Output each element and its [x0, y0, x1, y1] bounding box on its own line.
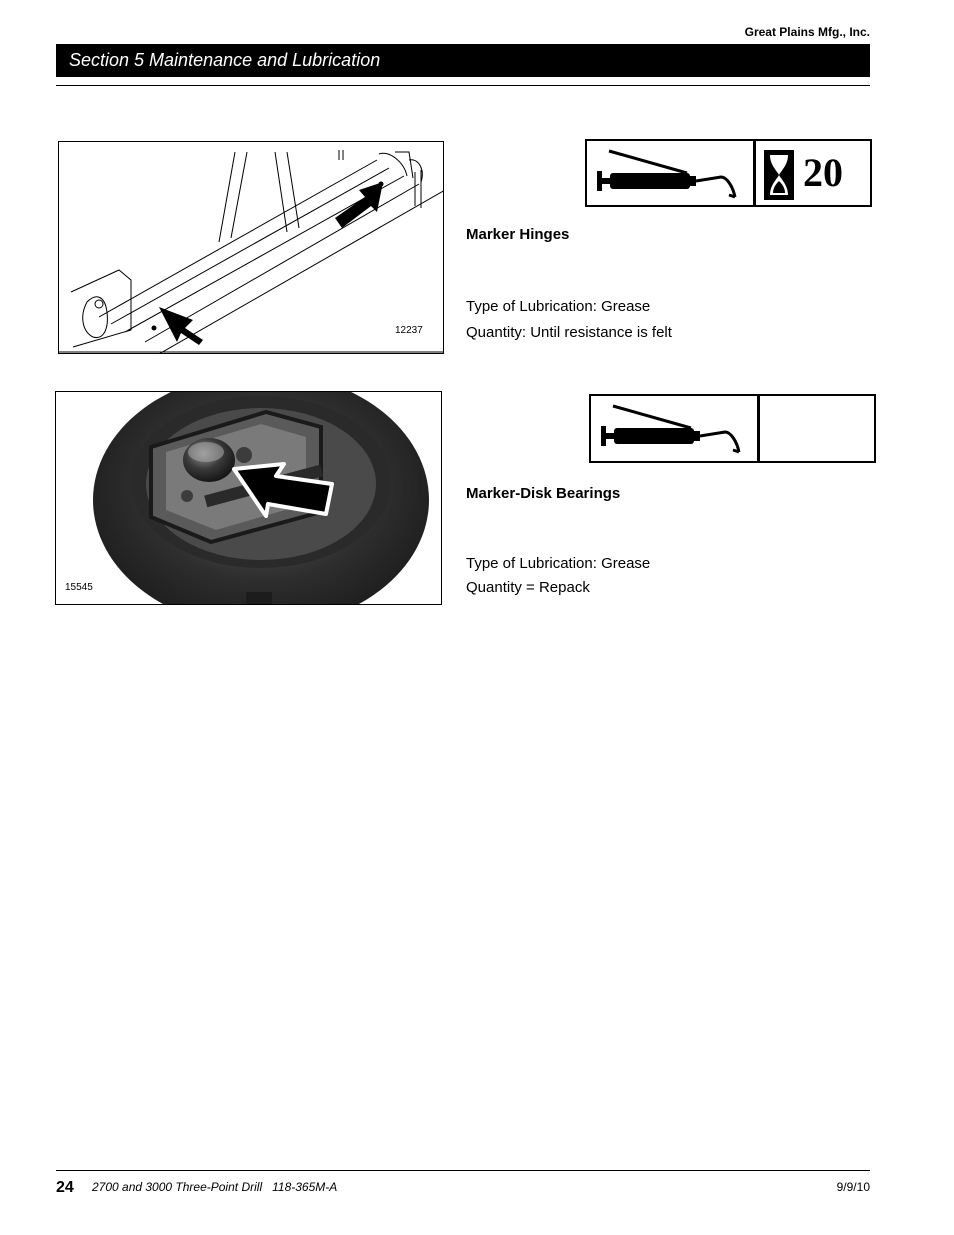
lubrication-quantity: Quantity = Repack [466, 579, 590, 596]
grease-gun-icon [593, 147, 749, 201]
item-title: Marker-Disk Bearings [466, 485, 621, 502]
header-rule [56, 85, 870, 86]
lubrication-icon-box [585, 139, 872, 207]
section-title: Section 5 Maintenance and Lubrication [69, 50, 381, 70]
section-header-bar [56, 44, 870, 77]
lubrication-quantity: Quantity: Until resistance is felt [466, 324, 672, 341]
marker-disk-photo [56, 392, 442, 605]
marker-hinges-drawing [59, 142, 444, 354]
marker-hinges-figure [58, 141, 444, 354]
lubrication-icon-box [589, 394, 876, 463]
page-number: 24 [56, 1179, 74, 1196]
footer-rule [56, 1170, 870, 1171]
hourglass-icon [763, 149, 795, 201]
grease-gun-icon [597, 402, 753, 456]
lubrication-type: Type of Lubrication: Grease [466, 298, 651, 315]
item-title: Marker Hinges [466, 226, 570, 243]
document-date: 9/9/10 [836, 1180, 870, 1194]
figure-number: 15545 [65, 582, 93, 593]
icon-divider [757, 396, 760, 461]
document-title: 2700 and 3000 Three-Point Drill 118-365M-A [92, 1180, 338, 1194]
marker-disk-bearings-figure [55, 391, 442, 605]
lubrication-type: Type of Lubrication: Grease [466, 555, 651, 572]
icon-divider [753, 141, 756, 205]
company-name: Great Plains Mfg., Inc. [744, 25, 870, 39]
interval-hours: 20 [803, 150, 843, 195]
figure-number: 12237 [395, 325, 423, 336]
